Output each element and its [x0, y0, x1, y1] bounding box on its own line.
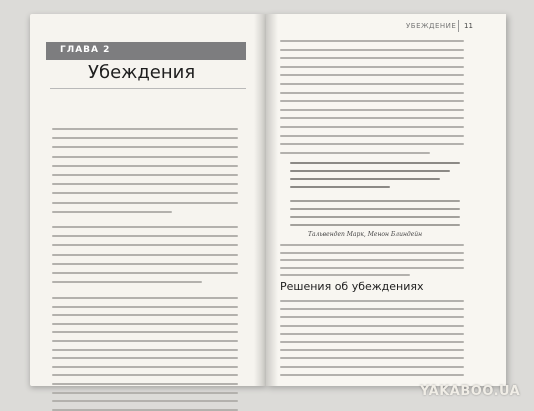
text-line — [290, 186, 390, 188]
text-line — [52, 383, 238, 385]
text-line — [52, 349, 238, 351]
text-line — [280, 300, 464, 302]
text-line — [52, 340, 238, 342]
text-line — [52, 174, 238, 176]
text-line — [280, 40, 464, 42]
text-line — [280, 143, 464, 145]
chapter-title: Убеждения — [88, 62, 196, 83]
text-line — [280, 349, 464, 351]
text-line — [280, 267, 464, 269]
text-line — [280, 252, 464, 254]
quote-attribution: Тальвендеп Марк, Менон Блиндейн — [308, 231, 423, 238]
text-line — [280, 374, 464, 376]
text-line — [52, 409, 238, 411]
text-line — [52, 297, 238, 299]
text-line — [52, 156, 238, 158]
text-line — [280, 366, 464, 368]
text-line — [52, 128, 238, 130]
running-head: УБЕЖДЕНИЕ — [406, 22, 457, 30]
text-line — [280, 325, 464, 327]
text-line — [52, 183, 238, 185]
section-heading: Решения об убеждениях — [280, 280, 424, 293]
text-line — [280, 135, 464, 137]
page-number: 11 — [464, 22, 473, 30]
text-line — [280, 83, 464, 85]
text-line — [52, 281, 202, 283]
text-line — [52, 137, 238, 139]
text-line — [52, 235, 238, 237]
text-line — [290, 178, 440, 180]
text-line — [280, 109, 464, 111]
watermark: YAKABOO.UA — [420, 384, 521, 399]
chapter-label: ГЛАВА 2 — [60, 45, 111, 55]
text-line — [52, 211, 172, 213]
text-line — [52, 254, 238, 256]
text-line — [280, 244, 464, 246]
text-line — [280, 57, 464, 59]
text-line — [280, 100, 464, 102]
text-line — [52, 165, 238, 167]
text-line — [52, 263, 238, 265]
text-line — [280, 333, 464, 335]
text-line — [290, 200, 460, 202]
text-line — [52, 272, 238, 274]
text-line — [290, 208, 460, 210]
text-line — [52, 366, 238, 368]
text-line — [280, 152, 430, 154]
text-line — [52, 306, 238, 308]
text-line — [290, 224, 460, 226]
text-line — [280, 126, 464, 128]
text-line — [280, 49, 464, 51]
book-gutter — [254, 14, 278, 386]
text-line — [52, 392, 238, 394]
text-line — [52, 226, 238, 228]
text-line — [290, 216, 460, 218]
text-line — [280, 341, 464, 343]
header-divider — [458, 20, 459, 32]
text-line — [52, 323, 238, 325]
text-line — [290, 162, 460, 164]
text-line — [280, 308, 464, 310]
text-line — [52, 357, 238, 359]
text-line — [290, 170, 450, 172]
text-line — [280, 66, 464, 68]
text-line — [52, 314, 238, 316]
text-line — [280, 92, 464, 94]
text-line — [52, 202, 238, 204]
text-line — [280, 259, 464, 261]
text-line — [280, 274, 410, 276]
text-line — [52, 400, 238, 402]
